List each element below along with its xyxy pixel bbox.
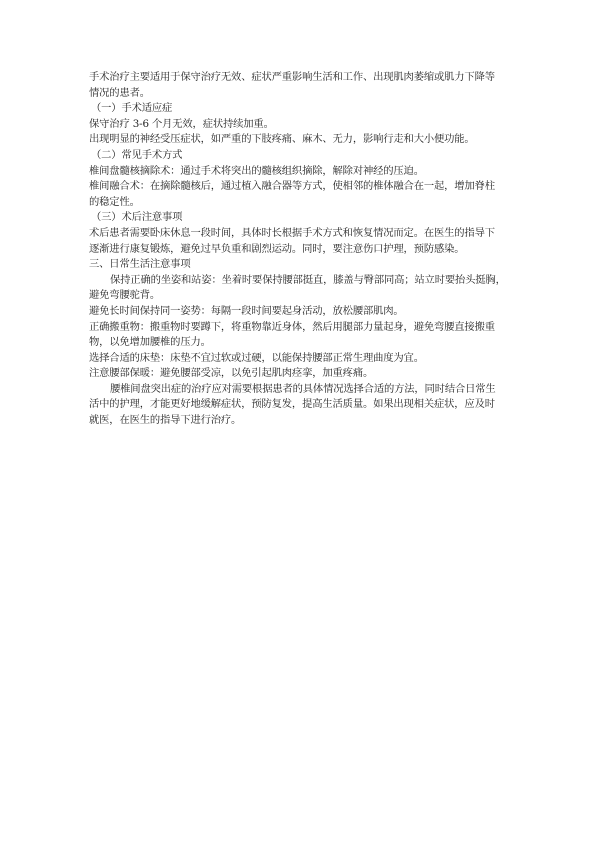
paragraph-line: 的稳定性。 (89, 195, 140, 208)
section-heading: 三、日常生活注意事项 (89, 258, 191, 271)
paragraph-line: 出现明显的神经受压症状，如严重的下肢疼痛、麻木、无力，影响行走和大小便功能。 (89, 133, 475, 146)
paragraph-line: 就医，在医生的指导下进行治疗。 (89, 414, 242, 427)
paragraph-line: 活中的护理，才能更好地缓解症状，预防复发，提高生活质量。如果出现相关症状，应及时 (89, 398, 495, 411)
paragraph-line: 保守治疗 3-6 个月无效，症状持续加重。 (89, 117, 274, 130)
paragraph-line: 避免长时间保持同一姿势：每隔一段时间要起身活动，放松腰部肌肉。 (89, 304, 404, 317)
paragraph-line: 选择合适的床垫：床垫不宜过软或过硬，以能保持腰部正常生理曲度为宜。 (89, 351, 424, 364)
document-body (89, 70, 509, 429)
paragraph-line: 物，以免增加腰椎的压力。 (89, 336, 211, 349)
paragraph-line: 注意腰部保暖：避免腰部受凉，以免引起肌肉痉挛，加重疼痛。 (89, 367, 374, 380)
paragraph-line: 椎间融合术：在摘除髓核后，通过植入融合器等方式，使相邻的椎体融合在一起，增加脊柱 (89, 180, 495, 193)
paragraph-line: 椎间盘髓核摘除术：通过手术将突出的髓核组织摘除，解除对神经的压迫。 (89, 164, 424, 177)
paragraph-line: 情况的患者。 (89, 86, 150, 99)
paragraph-line: 正确搬重物：搬重物时要蹲下，将重物靠近身体，然后用腿部力量起身，避免弯腰直接搬重 (89, 320, 495, 333)
paragraph-line: 术后患者需要卧床休息一段时间，具体时长根据手术方式和恢复情况而定。在医生的指导下 (89, 226, 495, 239)
paragraph-line: 逐渐进行康复锻炼，避免过早负重和剧烈运动。同时，要注意伤口护理，预防感染。 (89, 242, 465, 255)
section-heading: （一）手术适应症 (91, 102, 173, 115)
paragraph-line: 腰椎间盘突出症的治疗应对需要根据患者的具体情况选择合适的方法，同时结合日常生 (110, 382, 496, 395)
section-heading: （三）术后注意事项 (91, 211, 183, 224)
paragraph-line: 手术治疗主要适用于保守治疗无效、症状严重影响生活和工作、出现肌肉萎缩或肌力下降等 (89, 71, 495, 83)
paragraph-line: 避免弯腰驼背。 (89, 289, 161, 302)
paragraph-line: 保持正确的坐姿和站姿：坐着时要保持腰部挺直，膝盖与臀部同高；站立时要抬头挺胸， (110, 273, 506, 286)
section-heading: （二）常见手术方式 (91, 148, 183, 161)
